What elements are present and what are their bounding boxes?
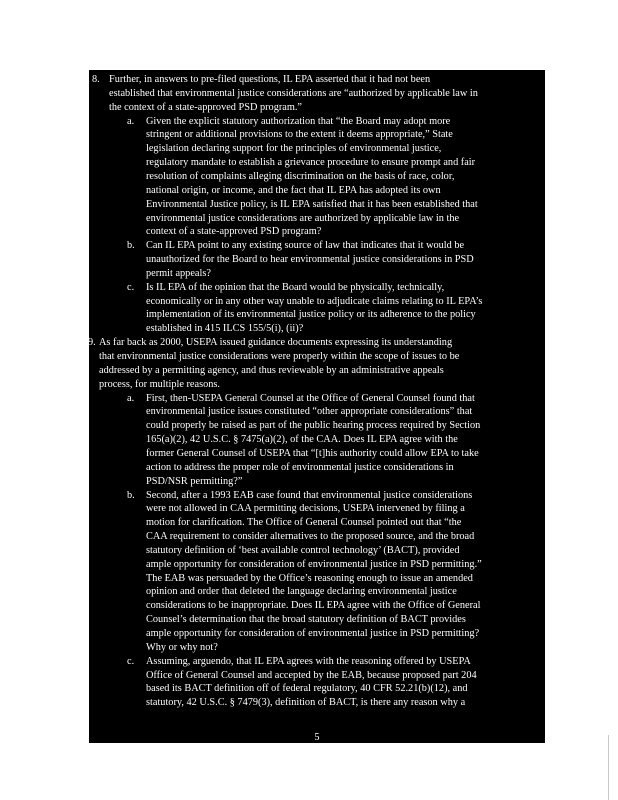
subitem-text-line: Counsel’s determination that the broad statutory definition of BACT provides: [146, 614, 466, 626]
subitem-text-line: Why or why not?: [146, 641, 218, 653]
subitem-text-line: ample opportunity for consideration of environmental justice in PSD permitting.”: [146, 558, 482, 570]
subitem-letter: b.: [127, 240, 135, 252]
subitem-text-line: Given the explicit statutory authorization that “the Board may adopt more: [146, 115, 451, 127]
subitem-text-line: implementation of its environmental justice policy or its adherence to the policy: [146, 309, 476, 321]
subitem-text-line: environmental justice issues constituted “other appropriate considerations” that: [146, 406, 473, 418]
subitem-text-line: context of a state-approved PSD program?: [146, 226, 322, 238]
item-number: 8.: [92, 74, 100, 85]
subitem-text-line: permit appeals?: [146, 267, 211, 279]
page-number: 5: [314, 732, 320, 743]
subitem-text-line: Office of General Counsel and accepted by the EAB, because proposed part 204: [146, 669, 477, 681]
item-text-line: Further, in answers to pre-filed questions, IL EPA asserted that it had not been: [109, 74, 431, 85]
item-number: 9.: [88, 337, 96, 349]
subitem-text-line: CAA requirement to consider alternatives to the proposed source, and the broad: [146, 531, 475, 543]
subitem-text-line: legislation declaring support for the principles of environmental justice,: [146, 143, 442, 155]
page-edge-line: [608, 735, 609, 800]
subitem-text-line: established in 415 ILCS 155/5(i), (ii)?: [146, 323, 304, 335]
subitem-text-line: PSD/NSR permitting?”: [146, 475, 243, 487]
subitem-text-line: Assuming, arguendo, that IL EPA agrees with the reasoning offered by USEPA: [146, 655, 471, 667]
subitem-text-line: environmental justice considerations are authorized by applicable law in the: [146, 212, 460, 224]
subitem-text-line: regulatory mandate to establish a grievance procedure to ensure prompt and fair: [146, 157, 476, 169]
document-page: [89, 70, 545, 743]
subitem-text-line: former General Counsel of USEPA that “[t]his authority could allow EPA to take: [146, 447, 479, 459]
item-text-line: addressed by a permitting agency, and thus reviewable by an administrative appeals: [99, 364, 444, 376]
item-text-line: established that environmental justice considerations are “authorized by applicable law in: [109, 87, 478, 99]
subitem-text-line: Environmental Justice policy, is IL EPA satisfied that it has been established that: [146, 198, 478, 210]
subitem-text-line: considerations to be inappropriate. Does IL EPA agree with the Office of General: [146, 600, 481, 612]
subitem-text-line: ample opportunity for consideration of environmental justice in PSD permitting?: [146, 628, 480, 639]
subitem-letter: a.: [127, 115, 135, 127]
subitem-text-line: Is IL EPA of the opinion that the Board would be physically, technically,: [146, 281, 445, 293]
subitem-text-line: unauthorized for the Board to hear environmental justice considerations in PSD: [146, 254, 474, 266]
subitem-text-line: The EAB was persuaded by the Office’s reasoning enough to issue an amended: [146, 572, 473, 584]
subitem-text-line: action to address the proper role of environmental justice considerations in: [146, 461, 454, 473]
subitem-text-line: economically or in any other way unable to adjudicate claims relating to IL EPA’s: [146, 295, 483, 307]
subitem-text-line: based its BACT definition off of federal regulatory, 40 CFR 52.21(b)(12), and: [146, 683, 468, 695]
subitem-text-line: stringent or additional provisions to the extent it deems appropriate,” State: [146, 129, 453, 141]
subitem-text-line: were not allowed in CAA permitting decisions, USEPA intervened by filing a: [146, 503, 465, 515]
item-text-line: that environmental justice considerations were properly within the scope of issues to be: [99, 351, 460, 362]
item-text-line: As far back as 2000, USEPA issued guidance documents expressing its understanding: [99, 337, 453, 349]
subitem-text-line: Can IL EPA point to any existing source of law that indicates that it would be: [146, 240, 465, 252]
item-text-line: process, for multiple reasons.: [99, 378, 220, 390]
subitem-text-line: statutory definition of ‘best available control technology’ (BACT), provided: [146, 544, 460, 556]
subitem-letter: b.: [127, 489, 135, 501]
item-text-line: the context of a state-approved PSD program.”: [109, 101, 303, 113]
subitem-text-line: motion for clarification. The Office of General Counsel pointed out that “the: [146, 517, 462, 529]
subitem-text-line: statutory, 42 U.S.C. § 7479(3), definition of BACT, is there any reason why a: [146, 697, 466, 709]
subitem-letter: c.: [127, 655, 135, 667]
subitem-text-line: national origin, or income, and the fact that IL EPA has adopted its own: [146, 184, 441, 196]
subitem-letter: a.: [127, 392, 135, 404]
subitem-text-line: 165(a)(2), 42 U.S.C. § 7475(a)(2), of the CAA. Does IL EPA agree with the: [146, 434, 458, 446]
subitem-text-line: Second, after a 1993 EAB case found that environmental justice considerations: [146, 489, 473, 501]
subitem-text-line: opinion and order that deleted the language declaring environmental justice: [146, 586, 457, 598]
subitem-text-line: could properly be raised as part of the public hearing process required by Section: [146, 420, 481, 432]
subitem-text-line: resolution of complaints alleging discrimination on the basis of race, color,: [146, 170, 455, 182]
subitem-letter: c.: [127, 281, 135, 293]
subitem-text-line: First, then-USEPA General Counsel at the Office of General Counsel found that: [146, 392, 475, 404]
